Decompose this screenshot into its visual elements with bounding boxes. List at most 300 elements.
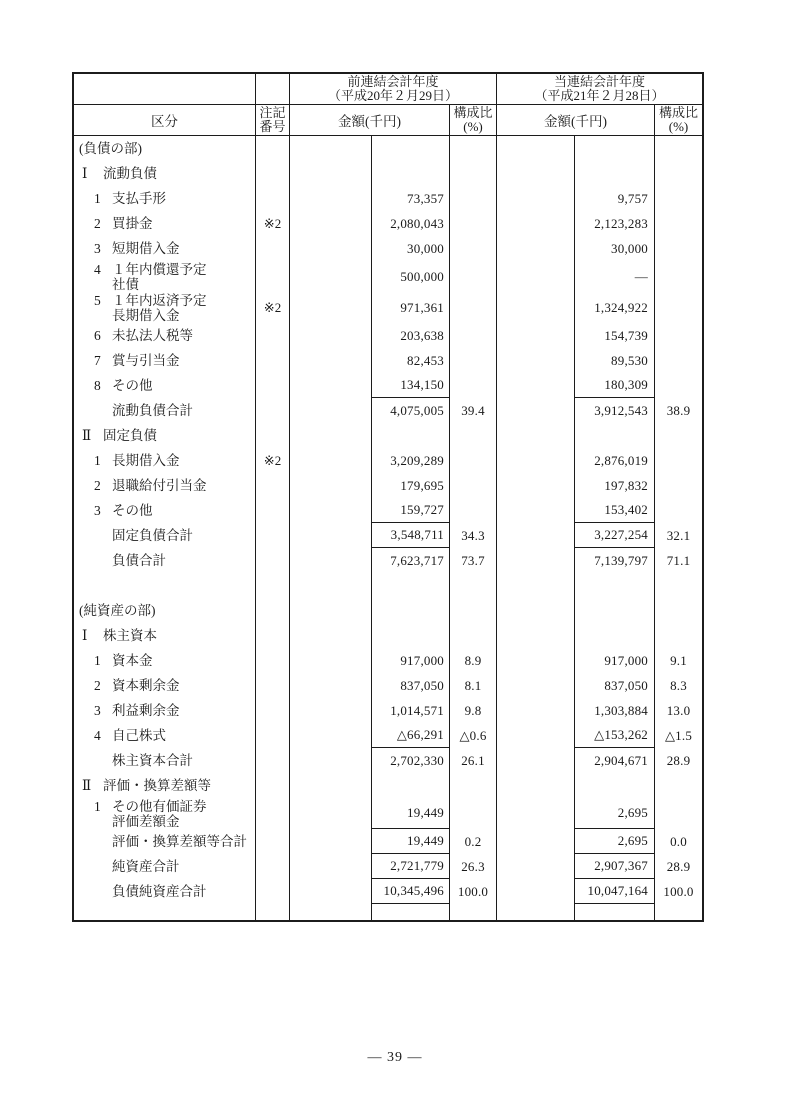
cell-category	[74, 236, 256, 261]
cell-amount-prev-left	[290, 261, 372, 292]
table-row	[74, 498, 702, 523]
cell-amount-prev-left	[290, 236, 372, 261]
cell-note-number	[256, 186, 290, 211]
cell-note-number	[256, 829, 290, 854]
cell-category	[74, 373, 256, 398]
amount-curr-value: 1,303,884	[594, 702, 648, 718]
cell-ratio-prev	[450, 673, 497, 698]
amount-prev-value: 1,014,571	[390, 702, 444, 718]
cell-category	[74, 136, 256, 161]
ratio-curr-value: 0.0	[670, 833, 687, 849]
row-label: 負債純資産合計	[112, 884, 207, 899]
row-label: 長期借入金	[112, 453, 180, 468]
cell-amount-curr	[575, 648, 655, 673]
amount-curr-value: 10,047,164	[587, 883, 648, 898]
ratio-curr-value: 9.1	[670, 652, 687, 668]
cell-amount-prev	[372, 523, 450, 548]
cell-amount-prev	[372, 548, 450, 573]
amount-curr-value: ―	[634, 268, 648, 284]
cell-amount-prev	[372, 186, 450, 211]
cell-amount-prev	[372, 623, 450, 648]
cell-category	[74, 773, 256, 798]
cell-category	[74, 498, 256, 523]
cell-amount-prev-left	[290, 598, 372, 623]
cell-amount-prev	[372, 323, 450, 348]
cell-category	[74, 423, 256, 448]
table-row	[74, 373, 702, 398]
cell-ratio-prev	[450, 904, 497, 920]
cell-note-number	[256, 373, 290, 398]
ratio-prev-value: 8.1	[464, 677, 482, 693]
header-row-years	[74, 74, 702, 105]
cell-amount-prev-left	[290, 523, 372, 548]
cell-amount-curr	[575, 748, 655, 773]
cell-ratio-curr	[655, 236, 702, 261]
table-row	[74, 904, 702, 920]
cell-amount-prev	[372, 348, 450, 373]
amount-prev-value: 10,345,496	[383, 883, 444, 898]
cell-category	[74, 211, 256, 236]
cell-ratio-prev	[450, 236, 497, 261]
cell-amount-curr-left	[497, 798, 575, 829]
financial-table	[72, 72, 704, 922]
row-label: 支払手形	[112, 191, 166, 206]
row-label: 未払法人税等	[112, 328, 193, 343]
amount-prev-value: 917,000	[400, 652, 444, 668]
cell-note-number	[256, 904, 290, 920]
cell-category	[74, 798, 256, 829]
cell-category	[74, 723, 256, 748]
table-row	[74, 473, 702, 498]
cell-amount-prev-left	[290, 829, 372, 854]
cell-note-number	[256, 136, 290, 161]
cell-amount-prev	[372, 398, 450, 423]
amount-prev-value: 971,361	[400, 299, 444, 315]
cell-amount-curr-left	[497, 879, 575, 904]
cell-amount-prev	[372, 673, 450, 698]
table-row	[74, 573, 702, 598]
cell-ratio-prev	[450, 136, 497, 161]
header-curr-fiscal-year	[497, 74, 702, 105]
amount-prev-value: 82,453	[407, 352, 444, 368]
cell-ratio-prev	[450, 211, 497, 236]
cell-amount-prev	[372, 698, 450, 723]
cell-category	[74, 261, 256, 292]
amount-curr-value: 153,402	[604, 502, 648, 517]
cell-note-number	[256, 648, 290, 673]
cell-category	[74, 292, 256, 323]
table-row	[74, 186, 702, 211]
ratio-prev-value: △0.6	[459, 727, 487, 743]
cell-ratio-curr	[655, 598, 702, 623]
cell-amount-curr-left	[497, 523, 575, 548]
ratio-prev-value: 26.3	[461, 858, 485, 874]
cell-amount-curr	[575, 798, 655, 829]
header-amount-prev: 金額(千円)	[290, 105, 450, 136]
table-row	[74, 598, 702, 623]
amount-prev-value: 179,695	[400, 477, 444, 493]
cell-amount-curr-left	[497, 598, 575, 623]
cell-amount-prev	[372, 448, 450, 473]
table-row	[74, 623, 702, 648]
cell-amount-prev-left	[290, 211, 372, 236]
cell-ratio-prev	[450, 598, 497, 623]
cell-amount-curr-left	[497, 236, 575, 261]
cell-ratio-prev	[450, 186, 497, 211]
row-number: 2	[94, 215, 101, 231]
cell-amount-curr-left	[497, 623, 575, 648]
table-row	[74, 798, 702, 829]
row-label: 株主資本合計	[112, 753, 193, 768]
amount-prev-value: 30,000	[407, 240, 444, 256]
cell-amount-curr-left	[497, 854, 575, 879]
cell-note-number	[256, 398, 290, 423]
cell-ratio-curr	[655, 348, 702, 373]
amount-prev-value: 3,209,289	[390, 452, 444, 468]
header-ratio-curr: 構成比 (%)	[655, 105, 702, 136]
row-number: 4	[94, 727, 101, 743]
row-label: １年内返済予定	[112, 292, 207, 308]
amount-prev-value: 2,080,043	[390, 215, 444, 231]
amount-curr-value: 9,757	[617, 190, 648, 206]
cell-amount-prev	[372, 473, 450, 498]
cell-amount-prev	[372, 748, 450, 773]
cell-amount-curr	[575, 829, 655, 854]
cell-ratio-prev	[450, 829, 497, 854]
cell-amount-curr-left	[497, 261, 575, 292]
table-body	[74, 136, 702, 920]
cell-amount-curr-left	[497, 748, 575, 773]
cell-note-number	[256, 879, 290, 904]
cell-ratio-prev	[450, 261, 497, 292]
row-label-line2: 長期借入金	[112, 307, 180, 323]
cell-amount-prev	[372, 211, 450, 236]
row-label: その他有価証券	[112, 798, 207, 814]
cell-amount-prev	[372, 236, 450, 261]
amount-curr-value: 7,139,797	[594, 552, 648, 568]
cell-ratio-prev	[450, 161, 497, 186]
table-row	[74, 748, 702, 773]
row-number: 1	[94, 190, 101, 206]
cell-amount-prev	[372, 904, 450, 920]
cell-amount-curr	[575, 548, 655, 573]
table-row	[74, 673, 702, 698]
row-label: 純資産合計	[112, 859, 180, 874]
row-label: 自己株式	[112, 728, 166, 743]
table-row	[74, 648, 702, 673]
amount-curr-value: 2,123,283	[594, 215, 648, 231]
cell-amount-curr	[575, 879, 655, 904]
cell-note-number	[256, 498, 290, 523]
cell-amount-curr	[575, 136, 655, 161]
amount-curr-value: 2,904,671	[594, 752, 648, 768]
cell-amount-curr	[575, 854, 655, 879]
cell-ratio-prev	[450, 473, 497, 498]
cell-amount-curr-left	[497, 723, 575, 748]
cell-note-number	[256, 161, 290, 186]
amount-prev-value: 19,449	[407, 805, 444, 820]
cell-ratio-curr	[655, 904, 702, 920]
cell-note-number	[256, 523, 290, 548]
cell-amount-curr-left	[497, 161, 575, 186]
cell-amount-prev-left	[290, 136, 372, 161]
cell-amount-curr	[575, 186, 655, 211]
amount-prev-value: 837,050	[400, 677, 444, 693]
row-label: (負債の部)	[79, 141, 142, 156]
cell-ratio-prev	[450, 623, 497, 648]
cell-ratio-curr	[655, 211, 702, 236]
row-number: Ⅱ	[82, 777, 92, 793]
header-note-number: 注記 番号	[256, 105, 290, 136]
amount-prev-value: 3,548,711	[390, 527, 444, 542]
row-number: 2	[94, 477, 101, 493]
amount-curr-value: 89,530	[611, 352, 648, 368]
ratio-curr-value: 28.9	[666, 858, 691, 874]
ratio-prev-value: 26.1	[461, 752, 485, 768]
cell-amount-prev-left	[290, 723, 372, 748]
cell-amount-prev	[372, 373, 450, 398]
ratio-prev-value: 39.4	[461, 402, 485, 418]
cell-category	[74, 623, 256, 648]
table-row	[74, 723, 702, 748]
cell-category	[74, 573, 256, 598]
cell-category	[74, 473, 256, 498]
cell-category	[74, 323, 256, 348]
cell-ratio-curr	[655, 748, 702, 773]
cell-amount-prev	[372, 829, 450, 854]
cell-ratio-curr	[655, 548, 702, 573]
cell-amount-curr-left	[497, 498, 575, 523]
cell-category	[74, 879, 256, 904]
cell-note-number	[256, 798, 290, 829]
cell-amount-curr-left	[497, 548, 575, 573]
cell-note-number	[256, 236, 290, 261]
cell-amount-prev-left	[290, 186, 372, 211]
cell-category	[74, 598, 256, 623]
cell-note-number	[256, 748, 290, 773]
ratio-curr-value: 8.3	[670, 677, 687, 693]
cell-ratio-prev	[450, 548, 497, 573]
amount-curr-value: 837,050	[604, 677, 648, 693]
cell-amount-prev-left	[290, 423, 372, 448]
cell-ratio-curr	[655, 798, 702, 829]
cell-amount-prev-left	[290, 623, 372, 648]
ratio-prev-value: 8.9	[464, 652, 482, 668]
cell-amount-curr	[575, 904, 655, 920]
cell-amount-prev	[372, 648, 450, 673]
row-number: Ⅱ	[82, 427, 92, 443]
cell-amount-curr-left	[497, 473, 575, 498]
amount-curr-value: 3,912,543	[594, 402, 648, 418]
cell-note-number	[256, 548, 290, 573]
amount-curr-value: 154,739	[604, 327, 648, 343]
cell-amount-prev	[372, 854, 450, 879]
row-number: 1	[94, 652, 101, 668]
cell-amount-prev-left	[290, 448, 372, 473]
cell-amount-curr-left	[497, 186, 575, 211]
table-row	[74, 879, 702, 904]
amount-curr-value: 197,832	[604, 477, 648, 493]
cell-amount-prev-left	[290, 698, 372, 723]
cell-ratio-prev	[450, 748, 497, 773]
cell-category	[74, 698, 256, 723]
row-number: Ⅰ	[82, 165, 88, 181]
cell-ratio-curr	[655, 673, 702, 698]
cell-amount-curr-left	[497, 348, 575, 373]
cell-amount-curr	[575, 292, 655, 323]
cell-amount-curr-left	[497, 829, 575, 854]
cell-amount-curr	[575, 211, 655, 236]
cell-amount-curr-left	[497, 398, 575, 423]
ratio-curr-value: 32.1	[666, 527, 691, 543]
ratio-prev-value: 73.7	[461, 552, 485, 568]
row-label: 固定負債合計	[112, 528, 193, 543]
table-row	[74, 236, 702, 261]
cell-amount-prev-left	[290, 292, 372, 323]
cell-amount-curr	[575, 448, 655, 473]
cell-amount-prev-left	[290, 548, 372, 573]
cell-amount-curr-left	[497, 773, 575, 798]
cell-amount-prev	[372, 423, 450, 448]
cell-note-number	[256, 211, 290, 236]
header-corner-blank	[74, 74, 256, 105]
row-label: その他	[112, 503, 153, 518]
cell-ratio-curr	[655, 523, 702, 548]
amount-curr-value: 2,695	[617, 833, 648, 848]
amount-prev-value: 203,638	[400, 327, 444, 343]
cell-amount-prev-left	[290, 573, 372, 598]
cell-ratio-curr	[655, 448, 702, 473]
cell-ratio-curr	[655, 373, 702, 398]
cell-amount-prev	[372, 723, 450, 748]
cell-amount-prev-left	[290, 673, 372, 698]
cell-ratio-prev	[450, 373, 497, 398]
cell-ratio-curr	[655, 136, 702, 161]
cell-note-number	[256, 723, 290, 748]
row-label: その他	[112, 378, 153, 393]
row-label: 株主資本	[103, 628, 157, 643]
cell-note-number	[256, 698, 290, 723]
cell-amount-curr-left	[497, 323, 575, 348]
cell-category	[74, 348, 256, 373]
cell-ratio-prev	[450, 523, 497, 548]
row-number: 1	[94, 799, 101, 814]
cell-ratio-prev	[450, 773, 497, 798]
cell-note-number	[256, 773, 290, 798]
cell-amount-curr	[575, 423, 655, 448]
row-label: 流動負債合計	[112, 403, 193, 418]
cell-amount-curr-left	[497, 698, 575, 723]
amount-curr-value: 3,227,254	[594, 527, 648, 542]
cell-category	[74, 548, 256, 573]
table-row	[74, 829, 702, 854]
page-number: ― 39 ―	[367, 1050, 423, 1065]
row-number: Ⅰ	[82, 627, 88, 643]
cell-amount-curr	[575, 398, 655, 423]
table-row	[74, 398, 702, 423]
row-label: 退職給付引当金	[112, 478, 207, 493]
cell-amount-prev	[372, 498, 450, 523]
ratio-curr-value: △1.5	[664, 727, 693, 743]
ratio-prev-value: 9.8	[464, 702, 482, 718]
cell-category	[74, 523, 256, 548]
cell-category	[74, 854, 256, 879]
prev-year-line2: （平成20年２月29日）	[327, 88, 458, 103]
cell-amount-curr-left	[497, 211, 575, 236]
cell-ratio-prev	[450, 879, 497, 904]
cell-note-number	[256, 598, 290, 623]
header-note-blank	[256, 74, 290, 105]
row-label: (純資産の部)	[79, 603, 156, 618]
cell-note-number	[256, 573, 290, 598]
cell-amount-prev-left	[290, 161, 372, 186]
amount-curr-value: 2,695	[617, 805, 648, 820]
cell-amount-curr-left	[497, 448, 575, 473]
cell-amount-curr	[575, 773, 655, 798]
cell-note-number	[256, 473, 290, 498]
amount-prev-value: 159,727	[400, 502, 444, 517]
row-number: 3	[94, 702, 101, 718]
cell-amount-prev-left	[290, 648, 372, 673]
ratio-curr-value: 100.0	[663, 883, 694, 899]
cell-category	[74, 186, 256, 211]
row-label: 評価・換算差額等合計	[112, 834, 247, 849]
cell-category	[74, 448, 256, 473]
cell-ratio-prev	[450, 798, 497, 829]
note-mark: ※2	[263, 299, 282, 315]
cell-ratio-prev	[450, 698, 497, 723]
cell-ratio-prev	[450, 348, 497, 373]
cell-amount-curr	[575, 348, 655, 373]
row-number: 2	[94, 677, 101, 693]
cell-ratio-curr	[655, 723, 702, 748]
cell-amount-curr-left	[497, 648, 575, 673]
cell-amount-curr	[575, 573, 655, 598]
amount-prev-value: 500,000	[400, 268, 444, 284]
curr-year-line1: 当連結会計年度	[553, 73, 645, 89]
cell-amount-curr	[575, 623, 655, 648]
curr-year-line2: （平成21年２月28日）	[534, 88, 665, 103]
amount-prev-value: 4,075,005	[390, 402, 444, 418]
table-row	[74, 773, 702, 798]
cell-ratio-curr	[655, 648, 702, 673]
cell-ratio-prev	[450, 498, 497, 523]
row-label: １年内償還予定	[112, 261, 207, 277]
table-row	[74, 161, 702, 186]
cell-ratio-curr	[655, 623, 702, 648]
amount-curr-value: 180,309	[604, 377, 648, 392]
cell-amount-curr	[575, 373, 655, 398]
note-mark: ※2	[263, 452, 282, 468]
cell-ratio-prev	[450, 854, 497, 879]
cell-amount-prev-left	[290, 323, 372, 348]
table-row	[74, 323, 702, 348]
cell-category	[74, 161, 256, 186]
ratio-curr-value: 28.9	[666, 752, 691, 768]
cell-amount-curr	[575, 723, 655, 748]
cell-amount-prev-left	[290, 498, 372, 523]
cell-ratio-curr	[655, 292, 702, 323]
cell-amount-curr-left	[497, 373, 575, 398]
table-row	[74, 136, 702, 161]
ratio-curr-value: 38.9	[666, 402, 691, 418]
cell-ratio-curr	[655, 423, 702, 448]
table-row	[74, 448, 702, 473]
table-row	[74, 698, 702, 723]
cell-amount-prev-left	[290, 373, 372, 398]
prev-year-line1: 前連結会計年度	[347, 73, 439, 89]
cell-ratio-curr	[655, 854, 702, 879]
